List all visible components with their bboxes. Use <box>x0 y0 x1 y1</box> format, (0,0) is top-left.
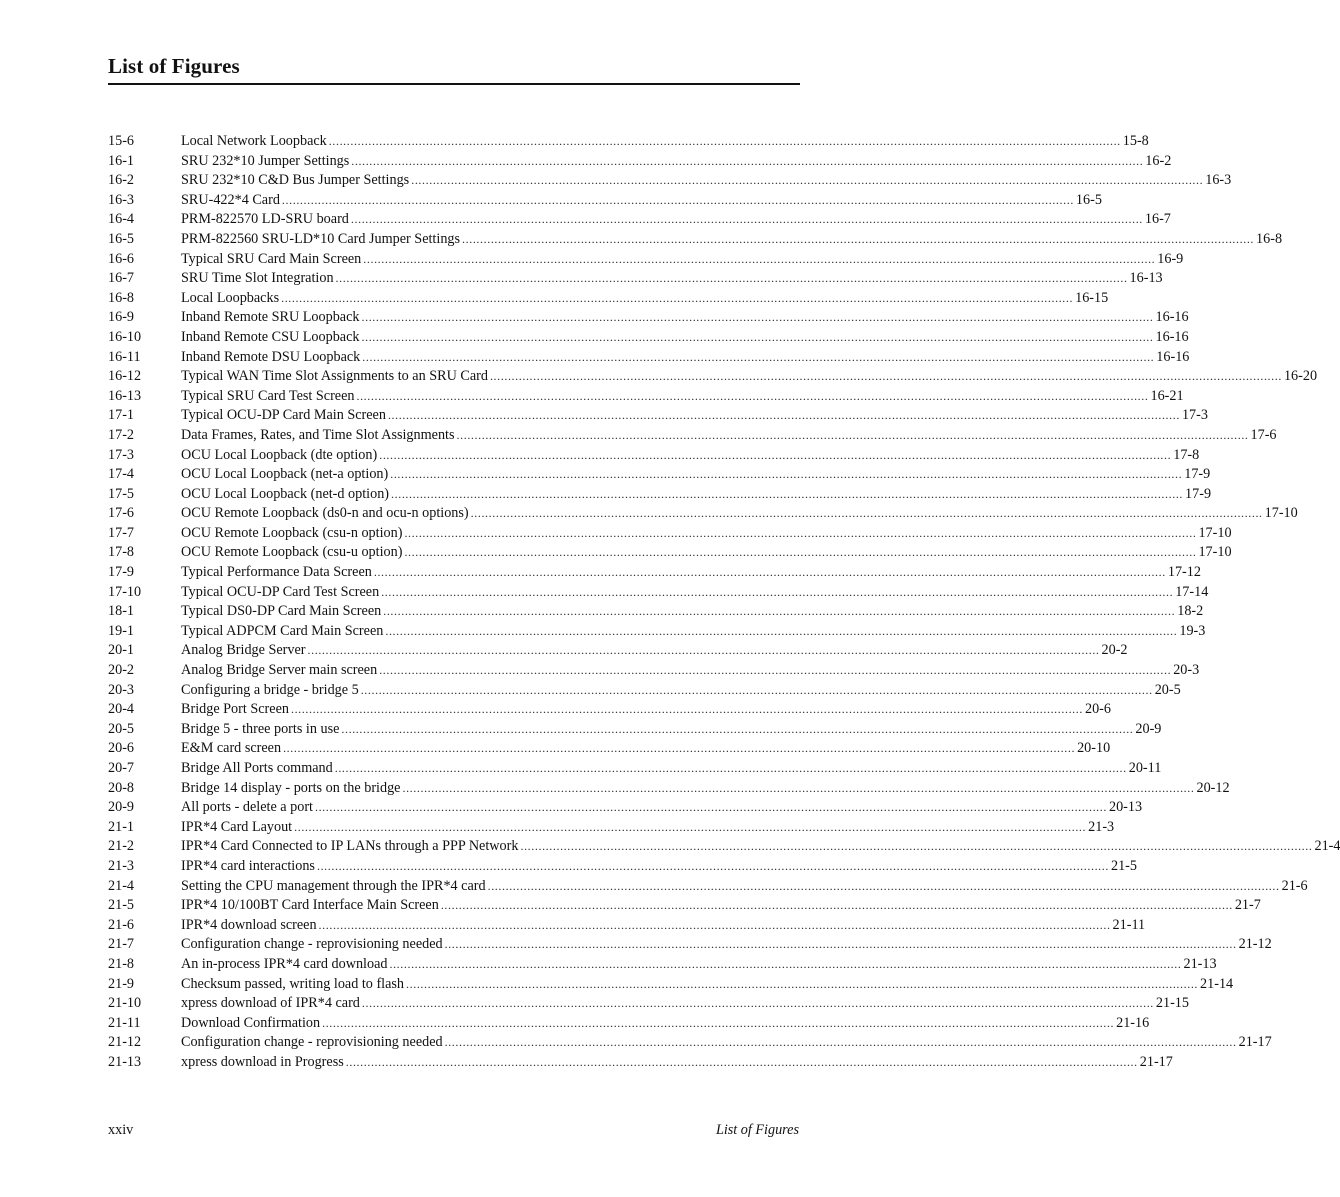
figure-entry[interactable] <box>108 877 1308 897</box>
figure-page-number: 17-8 <box>1173 446 1200 463</box>
figure-page-number: 16-15 <box>1075 289 1109 306</box>
dot-leader: ............................................................................................................................................................................................................................ <box>444 937 1237 952</box>
figure-number: 21-4 <box>108 877 135 894</box>
figure-entry[interactable] <box>108 1053 1173 1073</box>
figure-number: 17-9 <box>108 564 135 581</box>
figure-title: Configuring a bridge - bridge 5 <box>181 681 359 698</box>
figure-number: 21-9 <box>108 975 135 992</box>
figure-number: 21-10 <box>108 995 142 1012</box>
figure-number: 16-13 <box>108 387 142 404</box>
figure-number: 16-4 <box>108 211 135 228</box>
figure-title: Configuration change - reprovisioning needed <box>181 936 443 953</box>
figure-page-number: 21-4 <box>1314 838 1340 855</box>
figure-number: 16-8 <box>108 289 135 306</box>
figure-title: Inband Remote DSU Loopback <box>181 348 361 365</box>
dot-leader: ............................................................................................................................................................................................................................ <box>379 447 1172 462</box>
figure-page-number: 17-6 <box>1250 426 1277 443</box>
figure-page-number: 16-5 <box>1075 191 1102 208</box>
figure-entry[interactable] <box>108 406 1208 426</box>
figure-page-number: 17-14 <box>1175 583 1209 600</box>
figure-page-number: 20-10 <box>1077 740 1111 757</box>
figure-title: IPR*4 10/100BT Card Interface Main Screen <box>181 897 439 914</box>
dot-leader: ............................................................................................................................................................................................................................ <box>440 898 1233 913</box>
figure-entry[interactable] <box>108 1033 1272 1053</box>
dot-leader: ............................................................................................................................................................................................................................ <box>335 271 1128 286</box>
figure-title: SRU Time Slot Integration <box>181 270 334 287</box>
dot-leader: ............................................................................................................................................................................................................................ <box>489 369 1282 384</box>
dot-leader: ............................................................................................................................................................................................................................ <box>387 408 1180 423</box>
figure-entry[interactable] <box>108 994 1189 1014</box>
dot-leader: ............................................................................................................................................................................................................................ <box>363 251 1156 266</box>
header-rule <box>108 83 800 85</box>
figure-page-number: 21-5 <box>1110 857 1137 874</box>
figure-title: Bridge All Ports command <box>181 760 333 776</box>
dot-leader: ............................................................................................................................................................................................................................ <box>307 643 1100 658</box>
dot-leader: ............................................................................................................................................................................................................................ <box>345 1054 1138 1069</box>
dot-leader: ............................................................................................................................................................................................................................ <box>373 565 1166 580</box>
figure-page-number: 20-12 <box>1196 779 1230 796</box>
figure-entry[interactable] <box>108 308 1189 328</box>
figure-page-number: 21-12 <box>1238 936 1272 953</box>
figure-page-number: 21-15 <box>1155 995 1189 1012</box>
figure-entry[interactable] <box>108 191 1102 211</box>
figure-page-number: 21-11 <box>1112 916 1146 933</box>
figure-title: IPR*4 Card Layout <box>181 818 293 835</box>
figure-title: Bridge 14 display - ports on the bridge <box>181 779 401 796</box>
figure-entry[interactable] <box>108 975 1234 995</box>
figure-number: 16-2 <box>108 172 135 189</box>
figure-entry[interactable] <box>108 681 1181 701</box>
figure-page-number: 17-3 <box>1181 407 1208 424</box>
figure-number: 21-7 <box>108 936 135 953</box>
dot-leader: ............................................................................................................................................................................................................................ <box>341 721 1134 736</box>
figure-title: Configuration change - reprovisioning needed <box>181 1034 443 1051</box>
dot-leader: ............................................................................................................................................................................................................................ <box>356 388 1149 403</box>
dot-leader: ............................................................................................................................................................................................................................ <box>520 839 1313 854</box>
figure-title: xpress download of IPR*4 card <box>181 995 360 1012</box>
figure-page-number: 16-16 <box>1155 328 1189 345</box>
figure-title: Typical SRU Card Test Screen <box>181 387 355 404</box>
figure-title: xpress download in Progress <box>181 1053 344 1070</box>
figure-number: 17-6 <box>108 505 135 522</box>
dot-leader: ............................................................................................................................................................................................................................ <box>411 173 1204 188</box>
figure-page-number: 21-13 <box>1183 955 1217 972</box>
dot-leader: ............................................................................................................................................................................................................................ <box>391 486 1184 501</box>
figure-entry[interactable] <box>108 661 1200 681</box>
dot-leader: ............................................................................................................................................................................................................................ <box>316 858 1109 873</box>
figure-number: 17-4 <box>108 466 135 483</box>
figure-entry[interactable] <box>108 759 1162 779</box>
figure-number: 17-10 <box>108 583 142 600</box>
figure-entry[interactable] <box>108 837 1340 857</box>
figure-page-number: 20-13 <box>1108 799 1143 816</box>
figure-entry[interactable] <box>108 583 1209 603</box>
figure-entry[interactable] <box>108 387 1184 407</box>
figure-number: 21-11 <box>108 1014 141 1031</box>
figure-number: 20-1 <box>108 642 135 659</box>
dot-leader: ............................................................................................................................................................................................................................ <box>351 153 1144 168</box>
figure-entry[interactable] <box>108 720 1162 740</box>
figure-number: 21-6 <box>108 916 135 933</box>
figure-entry[interactable] <box>108 367 1318 387</box>
dot-leader: ............................................................................................................................................................................................................................ <box>390 467 1183 482</box>
figure-entry[interactable] <box>108 798 1143 818</box>
figure-entry[interactable] <box>108 328 1189 348</box>
figure-number: 16-9 <box>108 309 135 326</box>
figure-entry[interactable] <box>108 348 1190 368</box>
dot-leader: ............................................................................................................................................................................................................................ <box>470 506 1263 521</box>
figure-entry[interactable] <box>108 426 1277 446</box>
dot-leader: ............................................................................................................................................................................................................................ <box>360 682 1153 697</box>
figure-title: Setting the CPU management through the IPR*4 card <box>181 877 486 894</box>
figure-number: 20-4 <box>108 701 135 718</box>
dot-leader: ............................................................................................................................................................................................................................ <box>383 604 1176 619</box>
figure-page-number: 21-14 <box>1200 975 1234 992</box>
figure-page-number: 16-9 <box>1157 250 1184 267</box>
figure-entry[interactable] <box>108 896 1261 916</box>
figure-title: All ports - delete a port <box>181 799 313 816</box>
figure-entry[interactable] <box>108 602 1204 622</box>
figure-page-number: 16-21 <box>1150 387 1184 404</box>
figure-entry[interactable] <box>108 739 1111 759</box>
figure-title: Inband Remote SRU Loopback <box>181 309 360 326</box>
figure-entry[interactable] <box>108 504 1298 524</box>
dot-leader: ............................................................................................................................................................................................................................ <box>361 996 1154 1011</box>
figure-title: Download Confirmation <box>181 1014 321 1031</box>
figure-number: 19-1 <box>108 622 135 639</box>
figure-entry[interactable] <box>108 171 1232 191</box>
dot-leader: ............................................................................................................................................................................................................................ <box>314 800 1107 815</box>
figure-entry[interactable] <box>108 485 1212 505</box>
figure-page-number: 16-16 <box>1155 309 1189 326</box>
figure-title: Typical OCU-DP Card Main Screen <box>181 407 386 424</box>
figure-number: 20-3 <box>108 681 135 698</box>
figure-title: An in-process IPR*4 card download <box>181 955 388 972</box>
figure-page-number: 15-8 <box>1122 133 1149 149</box>
figure-title: Typical Performance Data Screen <box>181 564 372 581</box>
figure-title: SRU 232*10 Jumper Settings <box>181 152 350 169</box>
figure-page-number: 16-3 <box>1205 172 1232 189</box>
figure-page-number: 16-20 <box>1283 368 1318 385</box>
figure-entry[interactable] <box>108 230 1283 250</box>
figure-entry[interactable] <box>108 543 1232 563</box>
dot-leader: ............................................................................................................................................................................................................................ <box>281 192 1074 207</box>
dot-leader: ............................................................................................................................................................................................................................ <box>290 702 1083 717</box>
figure-number: 20-7 <box>108 760 135 776</box>
figure-title: Data Frames, Rates, and Time Slot Assignments <box>181 426 455 443</box>
figure-title: PRM-822570 LD-SRU board <box>181 211 349 228</box>
figure-entry[interactable] <box>108 916 1146 936</box>
figure-number: 16-5 <box>108 230 135 247</box>
figure-title: SRU 232*10 C&D Bus Jumper Settings <box>181 172 410 189</box>
dot-leader: ............................................................................................................................................................................................................................ <box>350 212 1143 227</box>
figure-page-number: 17-10 <box>1198 544 1232 561</box>
figure-entry[interactable] <box>108 622 1206 642</box>
figure-page-number: 19-3 <box>1179 622 1206 639</box>
figure-page-number: 17-9 <box>1184 466 1211 483</box>
dot-leader: ............................................................................................................................................................................................................................ <box>334 761 1127 775</box>
figure-number: 20-2 <box>108 662 135 679</box>
figure-number: 16-7 <box>108 270 135 287</box>
figure-title: Analog Bridge Server main screen <box>181 662 378 679</box>
dot-leader: ............................................................................................................................................................................................................................ <box>362 349 1155 364</box>
figure-page-number: 16-13 <box>1129 270 1163 287</box>
figure-number: 17-3 <box>108 446 135 463</box>
figure-page-number: 21-16 <box>1116 1014 1150 1031</box>
figure-title: IPR*4 download screen <box>181 916 317 933</box>
dot-leader: ............................................................................................................................................................................................................................ <box>381 584 1174 599</box>
figure-number: 16-1 <box>108 152 135 169</box>
figure-title: OCU Local Loopback (net-a option) <box>181 466 389 483</box>
figure-number: 21-13 <box>108 1053 142 1070</box>
figure-page-number: 21-17 <box>1139 1053 1173 1070</box>
footer-page-number: xxiv <box>108 1122 134 1138</box>
dot-leader: ............................................................................................................................................................................................................................ <box>283 741 1076 756</box>
figure-page-number: 17-9 <box>1185 485 1212 502</box>
figure-entry[interactable] <box>108 935 1272 955</box>
figure-number: 17-8 <box>108 544 135 561</box>
figure-entry[interactable] <box>108 641 1128 661</box>
dot-leader: ............................................................................................................................................................................................................................ <box>444 1035 1237 1050</box>
figure-page-number: 20-2 <box>1101 642 1128 659</box>
dot-leader: ............................................................................................................................................................................................................................ <box>402 780 1195 795</box>
figure-title: PRM-822560 SRU-LD*10 Card Jumper Settings <box>181 230 461 247</box>
figure-page-number: 16-2 <box>1145 152 1172 169</box>
dot-leader: ............................................................................................................................................................................................................................ <box>281 290 1074 305</box>
figure-page-number: 21-17 <box>1238 1034 1272 1051</box>
figure-entry[interactable] <box>108 563 1201 583</box>
figure-page-number: 17-10 <box>1198 524 1232 541</box>
figure-entry[interactable] <box>108 132 1149 152</box>
figure-title: SRU-422*4 Card <box>181 191 280 208</box>
figure-title: OCU Local Loopback (net-d option) <box>181 485 390 502</box>
dot-leader: ............................................................................................................................................................................................................................ <box>456 427 1249 442</box>
figure-title: Local Loopbacks <box>181 289 280 306</box>
dot-leader: ............................................................................................................................................................................................................................ <box>361 310 1154 325</box>
figure-title: E&M card screen <box>181 740 282 757</box>
dot-leader: ............................................................................................................................................................................................................................ <box>462 231 1255 246</box>
figure-entry[interactable] <box>108 1014 1150 1034</box>
figure-number: 20-9 <box>108 799 135 816</box>
figure-title: OCU Remote Loopback (csu-n option) <box>181 524 403 541</box>
figure-page-number: 16-7 <box>1144 211 1171 228</box>
figure-page-number: 21-7 <box>1234 897 1261 914</box>
dot-leader: ............................................................................................................................................................................................................................ <box>294 819 1087 834</box>
figure-title: Typical WAN Time Slot Assignments to an SRU Card <box>181 368 488 385</box>
dot-leader: ............................................................................................................................................................................................................................ <box>406 976 1199 991</box>
figure-number: 20-8 <box>108 779 135 796</box>
figure-page-number: 16-16 <box>1156 348 1190 365</box>
figure-entry[interactable] <box>108 446 1200 466</box>
figure-number: 17-5 <box>108 485 135 502</box>
figure-number: 18-1 <box>108 603 135 620</box>
footer-running-title: List of Figures <box>715 1122 799 1138</box>
figure-entry[interactable] <box>108 955 1217 975</box>
figure-number: 21-2 <box>108 838 135 855</box>
figure-title: Inband Remote CSU Loopback <box>181 328 360 345</box>
figure-title: Checksum passed, writing load to flash <box>181 975 405 992</box>
figure-page-number: 18-2 <box>1177 603 1204 620</box>
figure-title: Analog Bridge Server <box>181 642 306 659</box>
dot-leader: ............................................................................................................................................................................................................................ <box>385 623 1178 638</box>
figure-number: 21-12 <box>108 1034 142 1051</box>
figure-number: 21-1 <box>108 818 135 835</box>
figure-entry[interactable] <box>108 152 1172 172</box>
page-title: List of Figures <box>108 54 240 78</box>
figure-page-number: 16-8 <box>1256 230 1283 247</box>
figure-number: 17-2 <box>108 426 135 443</box>
dot-leader: ............................................................................................................................................................................................................................ <box>379 663 1172 678</box>
figure-title: IPR*4 card interactions <box>181 857 315 874</box>
figure-title: Bridge 5 - three ports in use <box>181 720 340 737</box>
dot-leader: ............................................................................................................................................................................................................................ <box>404 545 1197 560</box>
figure-page-number: 21-6 <box>1281 877 1308 894</box>
figure-number: 17-1 <box>108 407 135 424</box>
dot-leader: ............................................................................................................................................................................................................................ <box>389 956 1182 971</box>
figure-number: 20-6 <box>108 740 135 757</box>
figure-page-number: 20-6 <box>1084 701 1111 718</box>
figure-title: Local Network Loopback <box>181 133 327 149</box>
figure-title: OCU Remote Loopback (ds0-n and ocu-n options) <box>181 505 469 522</box>
figure-entry[interactable] <box>108 818 1115 838</box>
figure-title: IPR*4 Card Connected to IP LANs through a PPP Network <box>181 838 519 855</box>
figure-title: OCU Local Loopback (dte option) <box>181 446 378 463</box>
dot-leader: ............................................................................................................................................................................................................................ <box>328 134 1121 148</box>
figure-number: 16-10 <box>108 328 142 345</box>
figure-list <box>108 132 1340 1073</box>
figure-page-number: 17-12 <box>1167 564 1201 581</box>
dot-leader: ............................................................................................................................................................................................................................ <box>361 329 1154 344</box>
figure-number: 16-12 <box>108 368 142 385</box>
figure-title: Typical OCU-DP Card Test Screen <box>181 583 380 600</box>
figure-page-number: 20-11 <box>1128 760 1162 776</box>
dot-leader: ............................................................................................................................................................................................................................ <box>322 1015 1115 1030</box>
figure-page-number: 21-3 <box>1088 818 1115 835</box>
figure-title: Typical SRU Card Main Screen <box>181 250 362 267</box>
figure-page-number: 20-3 <box>1173 662 1200 679</box>
figure-number: 21-3 <box>108 857 135 874</box>
figure-number: 17-7 <box>108 524 135 541</box>
figure-number: 21-5 <box>108 897 135 914</box>
figure-entry[interactable] <box>108 289 1109 309</box>
figure-number: 21-8 <box>108 955 135 972</box>
dot-leader: ............................................................................................................................................................................................................................ <box>404 525 1197 540</box>
figure-entry[interactable] <box>108 779 1230 799</box>
figure-entry[interactable] <box>108 700 1111 720</box>
figure-title: Bridge Port Screen <box>181 701 289 718</box>
figure-number: 15-6 <box>108 133 135 149</box>
figure-page-number: 20-9 <box>1135 720 1162 737</box>
figure-entry[interactable] <box>108 857 1137 877</box>
figure-number: 16-3 <box>108 191 135 208</box>
figure-entry[interactable] <box>108 465 1211 485</box>
figure-number: 16-11 <box>108 348 141 365</box>
figure-title: Typical ADPCM Card Main Screen <box>181 622 384 639</box>
figure-entry[interactable] <box>108 269 1163 289</box>
dot-leader: ............................................................................................................................................................................................................................ <box>318 917 1111 932</box>
figure-page-number: 17-10 <box>1264 505 1298 522</box>
figure-entry[interactable] <box>108 210 1171 230</box>
dot-leader: ............................................................................................................................................................................................................................ <box>487 878 1280 893</box>
figure-entry[interactable] <box>108 524 1232 544</box>
figure-number: 16-6 <box>108 250 135 267</box>
figure-number: 20-5 <box>108 720 135 737</box>
figure-title: Typical DS0-DP Card Main Screen <box>181 603 382 620</box>
figure-title: OCU Remote Loopback (csu-u option) <box>181 544 403 561</box>
figure-entry[interactable] <box>108 250 1184 270</box>
figure-page-number: 20-5 <box>1154 681 1181 698</box>
